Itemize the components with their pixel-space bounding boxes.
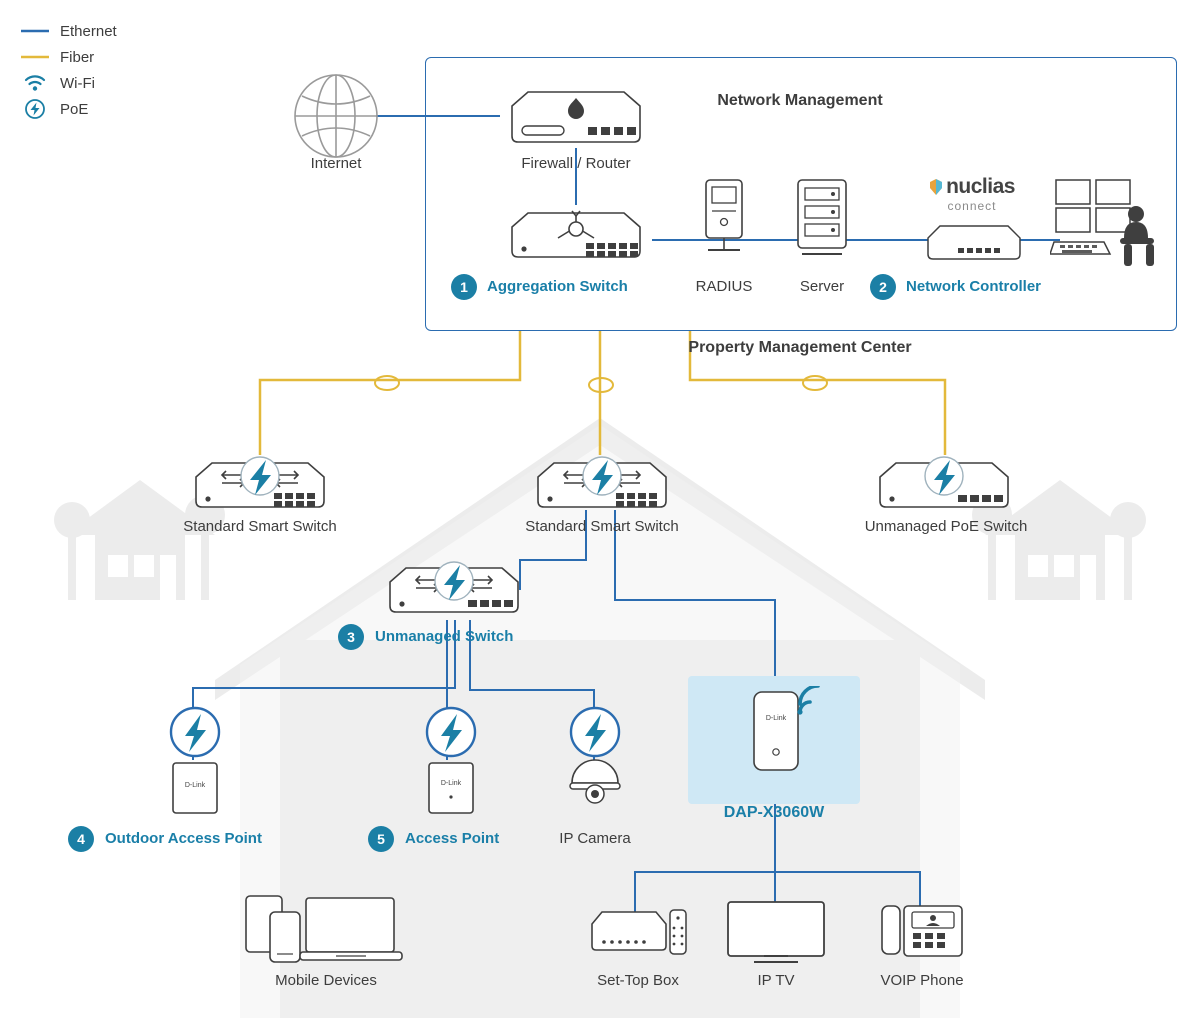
radius-label: RADIUS [695,278,753,295]
standard-smart-switch-left-label: Standard Smart Switch [183,518,337,535]
set-top-box-icon [586,902,690,964]
legend-label-poe: PoE [60,100,89,118]
network-controller-icon [920,222,1028,264]
line-icon [20,26,50,36]
workstation-icon [1050,176,1162,272]
legend-item-poe [20,96,117,122]
mobile-devices-icon [240,888,412,966]
badge-unmanaged-switch: 3 [338,624,364,650]
standard-smart-switch-mid-icon [524,455,680,513]
poe-icon [20,99,50,119]
outdoor-access-point-icon [166,705,224,815]
standard-smart-switch-mid-label: Standard Smart Switch [525,518,679,535]
legend-item-fiber [20,44,117,70]
svg-text:D-Link: D-Link [765,715,787,722]
wifi-icon [20,74,50,92]
network-controller-label: Network Controller [906,278,1042,295]
badge-network-controller: 2 [870,274,896,300]
aggregation-switch-icon [498,205,654,263]
svg-text:D-Link: D-Link [184,782,206,789]
legend [20,18,117,122]
dap-x3060w-label: DAP-X3060W [723,804,825,821]
legend-label-wifi: Wi-Fi [60,74,95,92]
unmanaged-poe-switch-icon [866,455,1022,513]
line-icon [20,52,50,62]
property-management-center-title: Property Management Center [688,339,912,356]
set-top-box-label: Set-Top Box [597,972,679,989]
ip-tv-icon [724,898,828,964]
badge-aggregation-switch: 1 [451,274,477,300]
firewall-router-icon [498,86,654,148]
server-label: Server [799,278,845,295]
ip-tv-label: IP TV [757,972,795,989]
aggregation-switch-label: Aggregation Switch [487,278,628,295]
nuclias-mark-icon [929,179,943,195]
legend-label-fiber: Fiber [60,48,95,66]
unmanaged-poe-switch-label: Unmanaged PoE Switch [864,518,1028,535]
radius-icon [698,178,750,262]
standard-smart-switch-left-icon [182,455,338,513]
svg-text:D-Link: D-Link [440,780,462,787]
access-point-label: Access Point [405,830,500,847]
ip-camera-label: IP Camera [559,830,631,847]
access-point-icon [422,705,480,815]
legend-item-ethernet [20,18,117,44]
ip-camera-icon [566,705,624,815]
unmanaged-switch-label: Unmanaged Switch [375,628,514,645]
nuclias-name: nuclias [946,175,1015,198]
outdoor-access-point-label: Outdoor Access Point [105,830,262,847]
legend-item-wifi [20,70,117,96]
voip-phone-label: VOIP Phone [880,972,964,989]
internet-label: Internet [310,155,362,172]
voip-phone-icon [876,900,968,962]
nuclias-sub: connect [947,199,997,213]
server-icon [794,178,850,262]
legend-label-ethernet: Ethernet [60,22,117,40]
badge-outdoor-access-point: 4 [68,826,94,852]
badge-access-point: 5 [368,826,394,852]
dap-x3060w-icon [742,686,834,796]
network-management-title: Network Management [717,92,883,109]
internet-icon [292,72,380,160]
nuclias-logo [920,175,1024,213]
firewall-router-label: Firewall / Router [521,155,631,172]
unmanaged-switch-icon [376,560,532,618]
mobile-devices-label: Mobile Devices [275,972,377,989]
